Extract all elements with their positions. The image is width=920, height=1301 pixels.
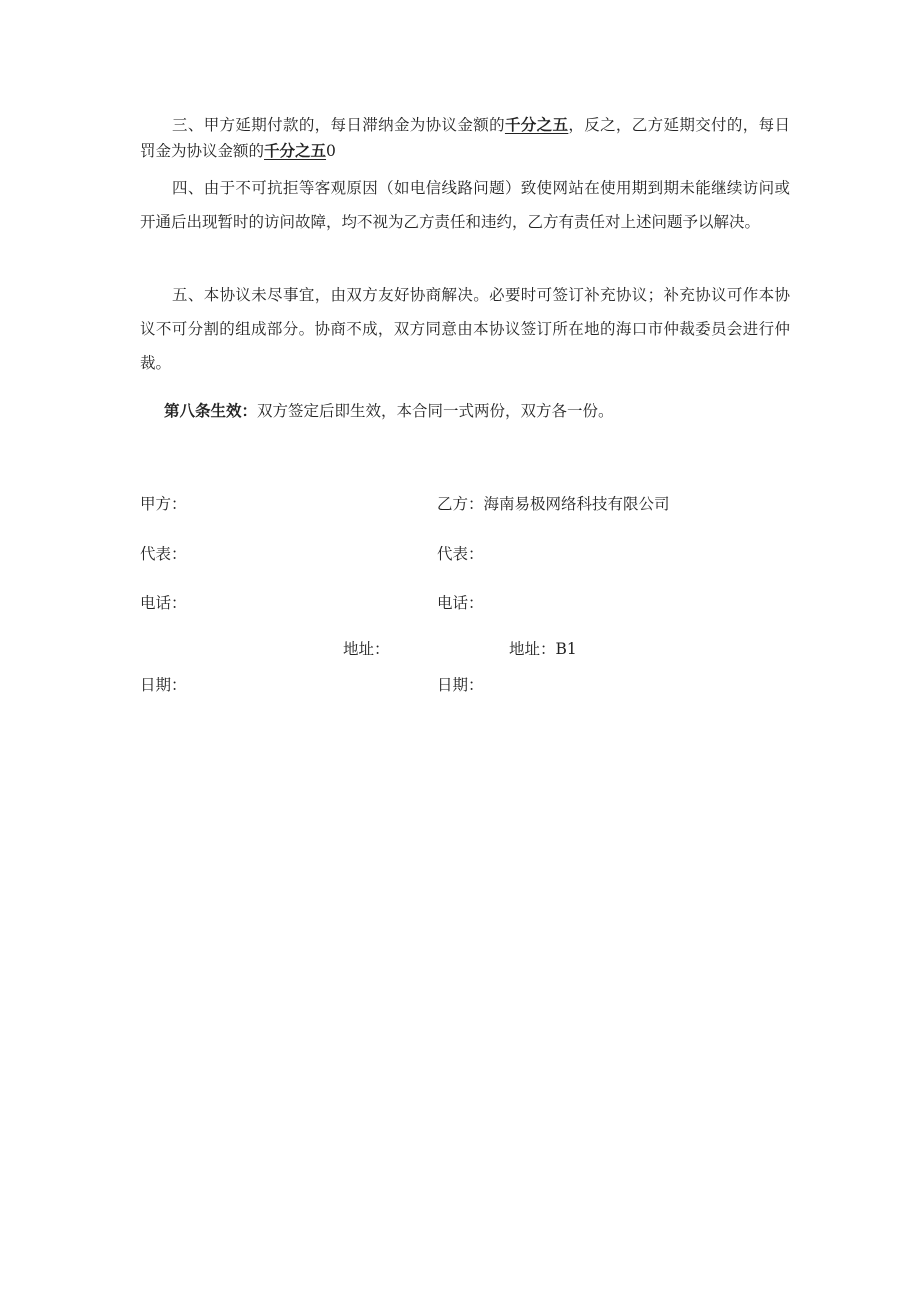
party-a-date: 日期： [140, 676, 187, 694]
party-a-address: 地址： [343, 640, 390, 658]
party-a-phone: 电话： [140, 594, 187, 612]
clause-3-late-fee-rate-b: 千分之五 [264, 141, 327, 160]
clause-3-text-2: ，反之，乙方延期交付的，每日罚金为协议金额的 [140, 116, 790, 160]
article-8 [164, 398, 614, 424]
party-a-label: 甲方： [140, 495, 187, 513]
article-8-text: 双方签定后即生效，本合同一式两份，双方各一份。 [257, 402, 614, 420]
clause-3-text-3: 0 [326, 142, 336, 160]
clause-5: 五、本协议未尽事宜，由双方友好协商解决。必要时可签订补充协议；补充协议可作本协议不可分割的组成部分。协商不成，双方同意由本协议签订所在地的海口市仲裁委员会进行仲裁。 [140, 286, 790, 372]
party-b-address: 地址：B1 [509, 640, 577, 658]
clause-3-late-fee-rate-a: 千分之五 [504, 115, 569, 134]
party-b-date: 日期： [437, 676, 484, 694]
party-a-representative: 代表： [140, 545, 187, 563]
party-b-representative: 代表： [437, 545, 484, 563]
clause-3-text-1: 三、甲方延期付款的，每日滞纳金为协议金额的 [172, 116, 505, 134]
party-b-label: 乙方：海南易极网络科技有限公司 [437, 495, 670, 513]
clause-3 [140, 112, 790, 164]
party-b-phone: 电话： [437, 594, 484, 612]
clause-4: 四、由于不可抗拒等客观原因（如电信线路问题）致使网站在使用期到期未能继续访问或开通后出现暂时的访问故障，均不视为乙方责任和违约，乙方有责任对上述问题予以解决。 [140, 179, 790, 231]
article-8-title: 第八条生效： [164, 401, 258, 420]
